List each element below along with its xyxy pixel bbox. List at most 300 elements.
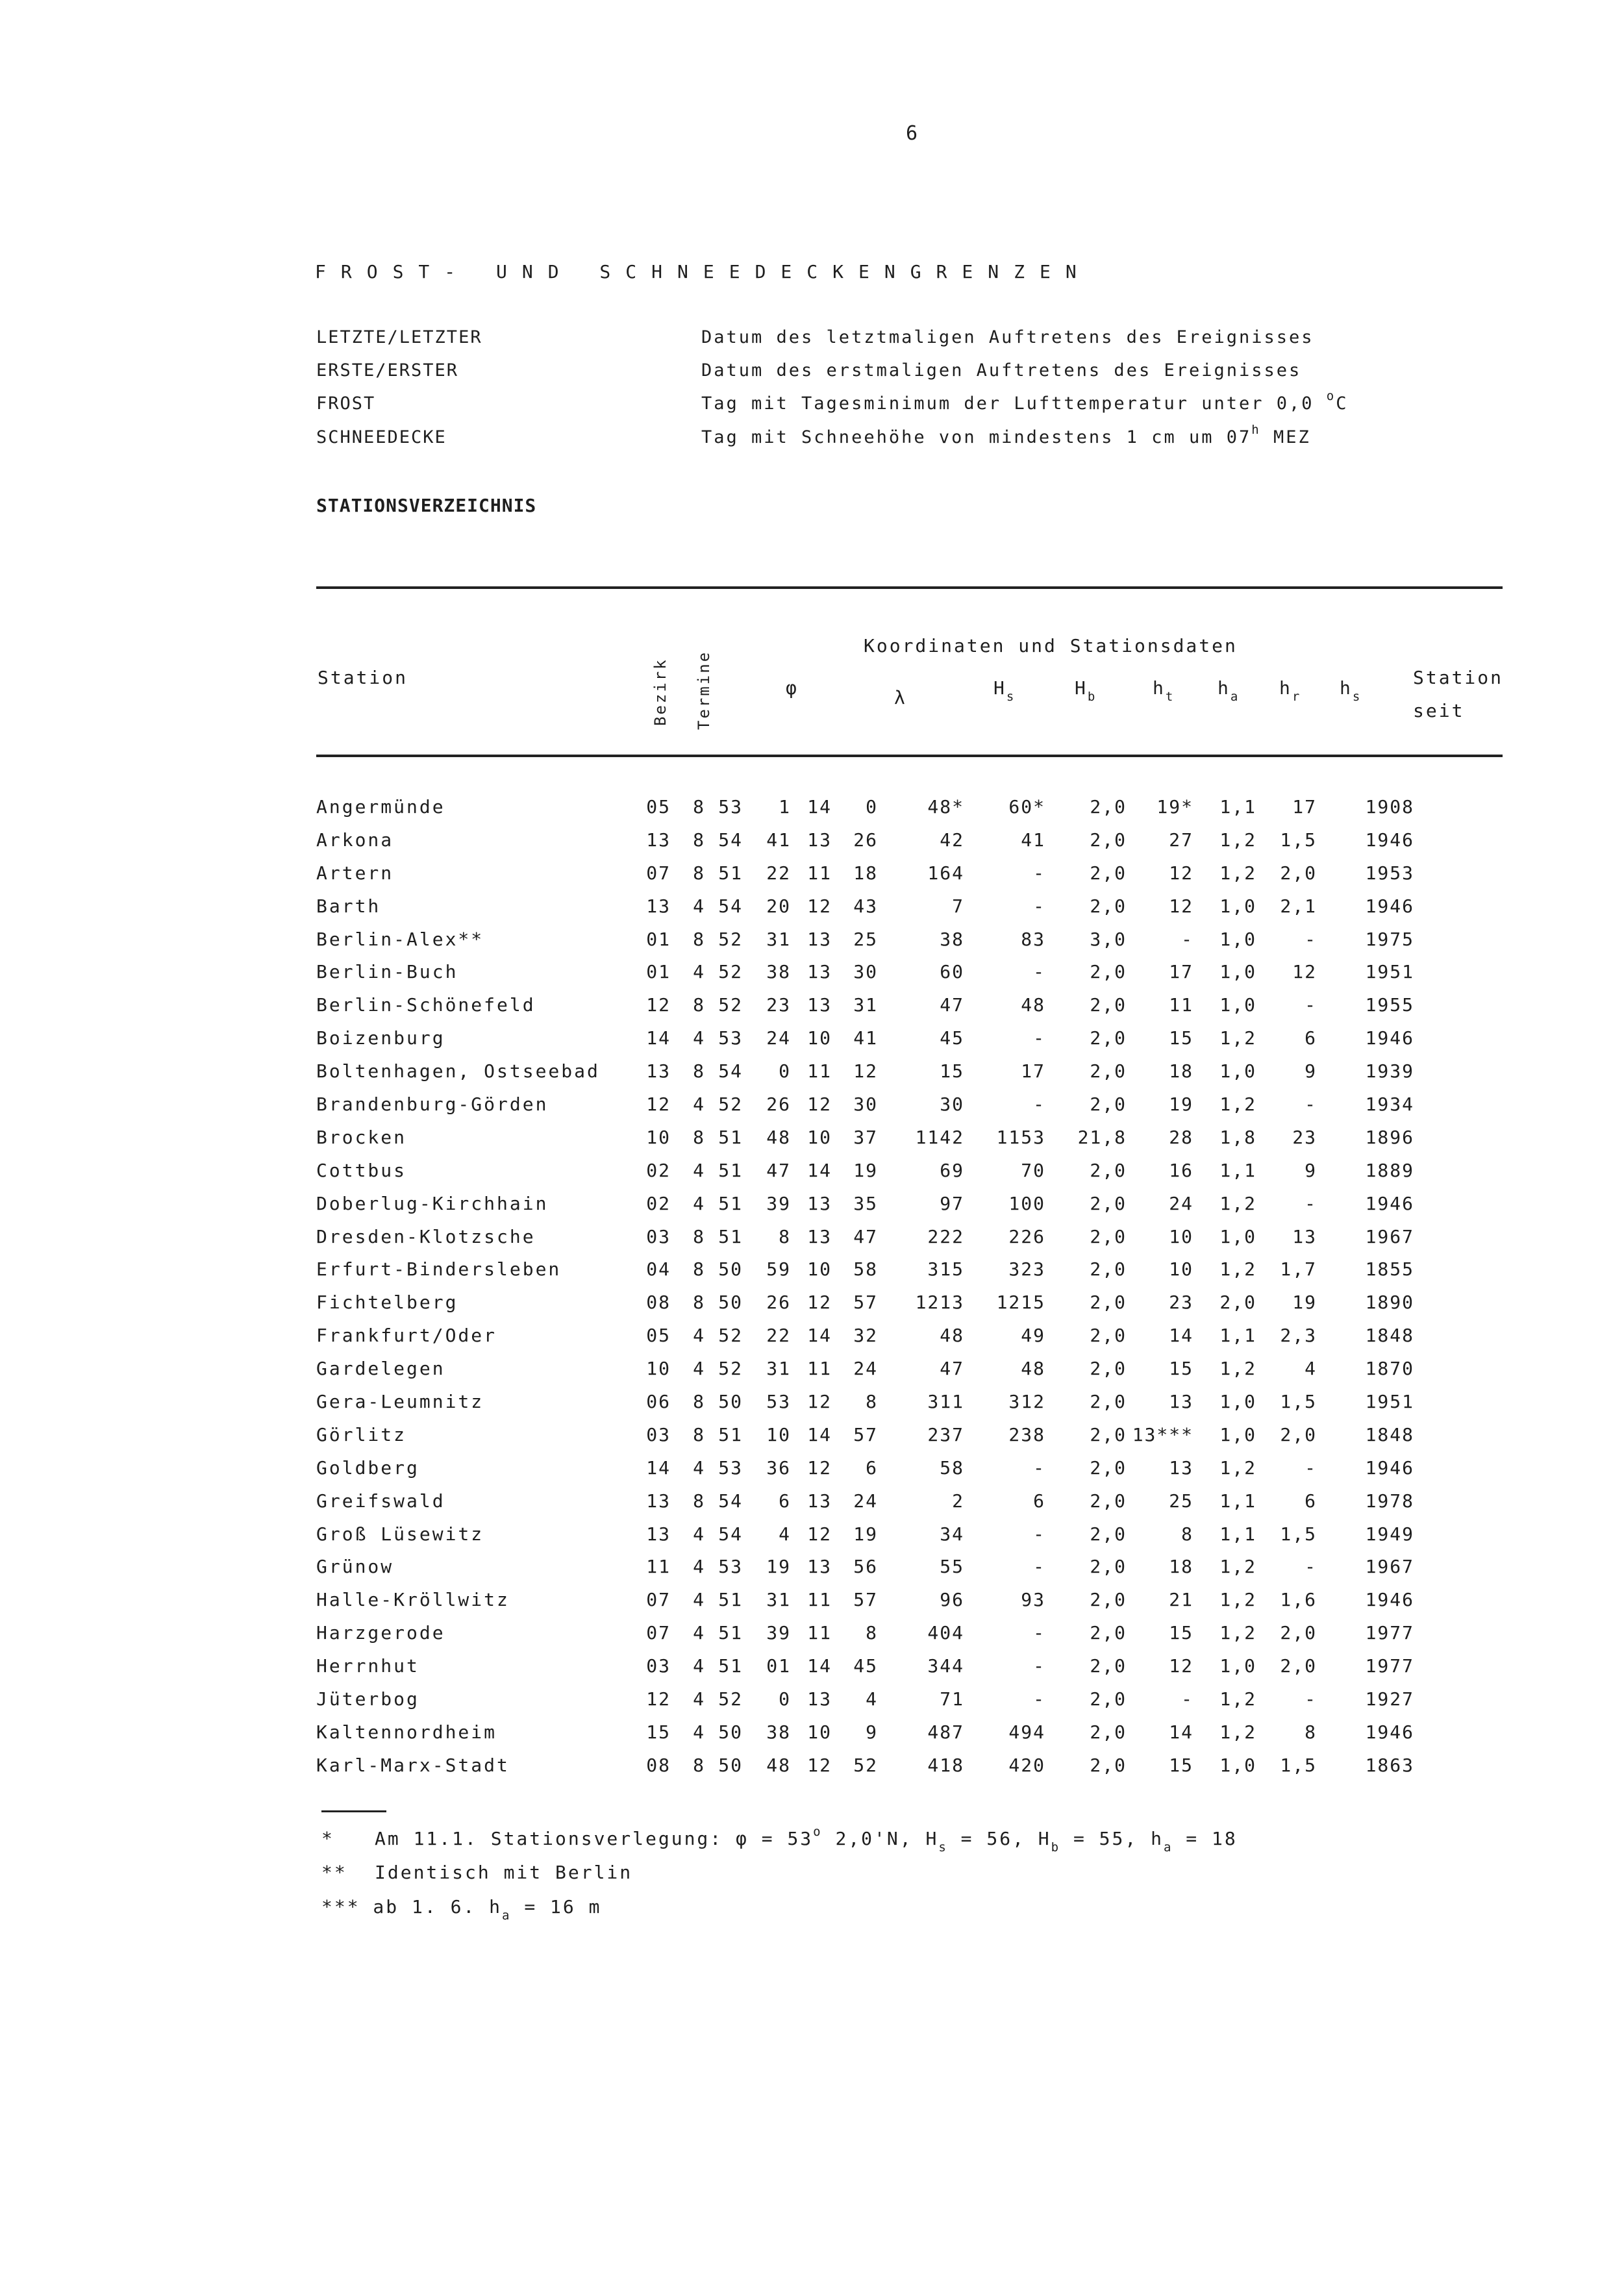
bezirk-cell: 01 [646,961,671,983]
hs-cell: 6 [1305,1490,1317,1512]
ht-cell: 2,0 [1090,1490,1127,1512]
definition-text-main: Tag mit Tagesminimum der Lufttemperatur unter 0,0 [701,394,1327,414]
hs-cell: 12 [1292,961,1317,983]
hs-cell: 9 [1305,1060,1317,1082]
table-row [316,1385,1414,1418]
header-station: Station [318,667,408,688]
hs-cell: 2,3 [1280,1325,1317,1347]
bezirk-cell: 07 [646,1622,671,1644]
hr-cell: 1,2 [1219,862,1256,884]
definition-text [701,389,1349,414]
phi-min-cell: 0 [779,1688,791,1710]
hs-station-cell: 96 [940,1589,964,1611]
hs-station-cell: 2 [952,1490,964,1512]
ha-cell: - [1181,1688,1193,1710]
lambda-deg-cell: 12 [807,1093,832,1115]
hs-station-cell: 42 [940,829,964,851]
bezirk-cell: 05 [646,795,671,818]
station-seit-cell: 1975 [1365,928,1414,950]
hs-cell: 17 [1292,795,1317,818]
hr-cell: 1,0 [1219,994,1256,1016]
hb-barometer-cell: 41 [1021,829,1045,851]
ht-cell: 2,0 [1090,1358,1127,1380]
hs-cell: 13 [1292,1225,1317,1247]
hs-station-cell: 48 [940,1325,964,1347]
ht-cell: 2,0 [1090,994,1127,1016]
table-row [316,923,1414,956]
station-name-cell: Frankfurt/Oder [316,1325,497,1347]
station-name-cell: Brocken [316,1126,407,1148]
hs-cell: - [1305,1192,1317,1214]
station-seit-cell: 1951 [1365,1390,1414,1412]
station-name-cell: Artern [316,862,394,884]
hs-station-cell: 55 [940,1556,964,1578]
lambda-deg-cell: 10 [807,1027,832,1049]
hb-barometer-cell: - [1033,1027,1045,1049]
phi-min-cell: 0 [779,1060,791,1082]
bezirk-cell: 13 [646,829,671,851]
hs-station-cell: 1213 [915,1292,964,1314]
hs-station-cell: 7 [952,895,964,917]
station-name-cell: Erfurt-Bindersleben [316,1258,562,1281]
ha-cell: 24 [1169,1192,1193,1214]
phi-deg-cell: 50 [718,1390,743,1412]
hs-cell: 1,5 [1280,829,1317,851]
phi-deg-cell: 54 [718,1060,743,1082]
ha-cell: 14 [1169,1325,1193,1347]
ht-cell: 2,0 [1090,829,1127,851]
station-name-cell: Goldberg [316,1456,419,1479]
lambda-min-cell: 12 [853,1060,878,1082]
ht-cell: 2,0 [1090,961,1127,983]
hb-barometer-cell: - [1033,1622,1045,1644]
header-station-seit-1: Station [1413,667,1504,688]
phi-deg-cell: 50 [718,1721,743,1743]
bezirk-cell: 02 [646,1159,671,1181]
lambda-deg-cell: 14 [807,795,832,818]
ht-cell: 2,0 [1090,862,1127,884]
hs-station-cell: 45 [940,1027,964,1049]
station-seit-cell: 1870 [1365,1358,1414,1380]
lambda-deg-cell: 12 [807,895,832,917]
hs-station-cell: 237 [927,1423,964,1445]
hr-cell: 1,2 [1219,1027,1256,1049]
station-seit-cell: 1927 [1365,1688,1414,1710]
lambda-deg-cell: 10 [807,1721,832,1743]
hr-cell: 1,1 [1219,1325,1256,1347]
footnote-1: Am 11.1. Stationsverlegung: $\varphi = 53^o$ 2,0'N, $H_s = 56$, $H_b = 55$, $h_a = 18$ [375,1825,1238,1855]
hs-cell: 2,0 [1280,1423,1317,1445]
phi-deg-cell: 50 [718,1292,743,1314]
header-ht: $h_t$ [1153,677,1175,704]
hs-station-cell: 47 [940,1358,964,1380]
station-seit-cell: 1946 [1365,829,1414,851]
termine-cell: 8 [693,829,705,851]
hs-station-cell: 38 [940,928,964,950]
definition-text-main: Tag mit Schneehöhe von mindestens 1 cm um 07 [701,427,1252,447]
termine-cell: 4 [693,1456,705,1479]
lambda-deg-cell: 11 [807,1589,832,1611]
phi-deg-cell: 52 [718,1358,743,1380]
hb-barometer-cell: 1215 [996,1292,1045,1314]
hs-station-cell: 58 [940,1456,964,1479]
ha-cell: 10 [1169,1258,1193,1281]
bezirk-cell: 02 [646,1192,671,1214]
footnote-3: *** ab 1. 6. $h_a = 16$ m [321,1896,602,1923]
station-name-cell: Gera-Leumnitz [316,1390,484,1412]
station-name-cell: Gardelegen [316,1358,445,1380]
station-name-cell: Arkona [316,829,394,851]
lambda-deg-cell: 14 [807,1655,832,1677]
page-title: FROST- UND SCHNEEDECKENGRENZEN [315,261,1092,282]
termine-cell: 8 [693,994,705,1016]
ht-cell: 2,0 [1090,1192,1127,1214]
hs-cell: 4 [1305,1358,1317,1380]
header-hr: $h_r$ [1279,677,1302,704]
termine-cell: 4 [693,1556,705,1578]
lambda-min-cell: 24 [853,1490,878,1512]
bezirk-cell: 04 [646,1258,671,1281]
ha-cell: 28 [1169,1126,1193,1148]
station-name-cell: Doberlug-Kirchhain [316,1192,549,1214]
header-bezirk: Bezirk [651,658,669,726]
hb-barometer-cell: 70 [1021,1159,1045,1181]
hs-cell: 2,1 [1280,895,1317,917]
termine-cell: 8 [693,1754,705,1776]
phi-min-cell: 31 [766,1358,791,1380]
hs-station-cell: 164 [927,862,964,884]
hr-cell: 1,1 [1219,795,1256,818]
station-seit-cell: 1946 [1365,1589,1414,1611]
phi-min-cell: 31 [766,928,791,950]
footnote-2: Identisch mit Berlin [375,1862,633,1883]
hs-cell: 1,5 [1280,1390,1317,1412]
phi-deg-cell: 51 [718,1192,743,1214]
termine-cell: 8 [693,862,705,884]
lambda-min-cell: 35 [853,1192,878,1214]
station-name-cell: Boltenhagen, Ostseebad [316,1060,600,1082]
hb-barometer-cell: 93 [1021,1589,1045,1611]
station-seit-cell: 1955 [1365,994,1414,1016]
hs-station-cell: 1142 [915,1126,964,1148]
lambda-deg-cell: 10 [807,1258,832,1281]
hr-cell: 1,2 [1219,1589,1256,1611]
termine-cell: 8 [693,795,705,818]
lambda-min-cell: 47 [853,1225,878,1247]
phi-min-cell: 22 [766,862,791,884]
hs-cell: 6 [1305,1027,1317,1049]
termine-cell: 4 [693,961,705,983]
definition-term: LETZTE/LETZTER [316,327,482,347]
lambda-deg-cell: 11 [807,1358,832,1380]
lambda-min-cell: 45 [853,1655,878,1677]
hs-station-cell: 34 [940,1523,964,1545]
table-row [316,1451,1414,1484]
phi-deg-cell: 51 [718,1423,743,1445]
ha-cell: 23 [1169,1292,1193,1314]
hr-cell: 1,0 [1219,1390,1256,1412]
lambda-min-cell: 52 [853,1754,878,1776]
ht-cell: 3,0 [1090,928,1127,950]
station-name-cell: Harzgerode [316,1622,445,1644]
table-row [316,1418,1414,1451]
station-seit-cell: 1848 [1365,1325,1414,1347]
ha-cell: 15 [1169,1027,1193,1049]
ht-cell: 2,0 [1090,1027,1127,1049]
definition-term: ERSTE/ERSTER [316,360,459,381]
phi-deg-cell: 54 [718,1523,743,1545]
bezirk-cell: 06 [646,1390,671,1412]
lambda-deg-cell: 12 [807,1754,832,1776]
lambda-min-cell: 57 [853,1423,878,1445]
station-seit-cell: 1953 [1365,862,1414,884]
ht-cell: 2,0 [1090,1754,1127,1776]
termine-cell: 4 [693,895,705,917]
ht-cell: 2,0 [1090,1060,1127,1082]
hb-barometer-cell: - [1033,1523,1045,1545]
station-name-cell: Kaltennordheim [316,1721,497,1743]
footnote-mark-1: * [321,1828,334,1849]
phi-min-cell: 10 [766,1423,791,1445]
station-seit-cell: 1967 [1365,1225,1414,1247]
hr-cell: 1,0 [1219,961,1256,983]
header-ha: $h_a$ [1218,677,1240,704]
table-row [316,1286,1414,1319]
station-seit-cell: 1889 [1365,1159,1414,1181]
hs-station-cell: 71 [940,1688,964,1710]
station-name-cell: Halle-Kröllwitz [316,1589,510,1611]
bezirk-cell: 08 [646,1292,671,1314]
phi-min-cell: 48 [766,1126,791,1148]
header-termine: Termine [695,650,713,730]
lambda-deg-cell: 12 [807,1523,832,1545]
lambda-min-cell: 19 [853,1159,878,1181]
hs-cell: - [1305,1456,1317,1479]
station-seit-cell: 1908 [1365,795,1414,818]
station-name-cell: Boizenburg [316,1027,445,1049]
bezirk-cell: 15 [646,1721,671,1743]
phi-min-cell: 1 [779,795,791,818]
ha-cell: 19 [1169,1093,1193,1115]
table-header-rule [316,755,1503,757]
lambda-min-cell: 30 [853,1093,878,1115]
definition-term: SCHNEEDECKE [316,427,447,447]
hs-station-cell: 30 [940,1093,964,1115]
hr-cell: 1,2 [1219,1258,1256,1281]
ha-cell: 18 [1169,1556,1193,1578]
table-row [316,1220,1414,1253]
lambda-deg-cell: 11 [807,862,832,884]
phi-deg-cell: 53 [718,1556,743,1578]
lambda-deg-cell: 14 [807,1325,832,1347]
lambda-min-cell: 37 [853,1126,878,1148]
ht-cell: 2,0 [1090,1159,1127,1181]
hr-cell: 1,0 [1219,928,1256,950]
table-row [316,1319,1414,1352]
hr-cell: 1,2 [1219,1721,1256,1743]
hb-barometer-cell: - [1033,1688,1045,1710]
station-name-cell: Greifswald [316,1490,445,1512]
station-name-cell: Barth [316,895,381,917]
termine-cell: 4 [693,1325,705,1347]
ht-cell: 21,8 [1077,1126,1127,1148]
station-name-cell: Grünow [316,1556,394,1578]
station-seit-cell: 1890 [1365,1292,1414,1314]
station-seit-cell: 1946 [1365,1027,1414,1049]
hr-cell: 1,1 [1219,1159,1256,1181]
hs-station-cell: 97 [940,1192,964,1214]
station-seit-cell: 1946 [1365,895,1414,917]
station-seit-cell: 1978 [1365,1490,1414,1512]
phi-min-cell: 6 [779,1490,791,1512]
station-seit-cell: 1977 [1365,1622,1414,1644]
bezirk-cell: 08 [646,1754,671,1776]
phi-min-cell: 31 [766,1589,791,1611]
phi-deg-cell: 50 [718,1258,743,1281]
phi-min-cell: 4 [779,1523,791,1545]
lambda-deg-cell: 13 [807,928,832,950]
phi-deg-cell: 53 [718,795,743,818]
hb-barometer-cell: 420 [1008,1754,1045,1776]
phi-deg-cell: 51 [718,1159,743,1181]
phi-min-cell: 20 [766,895,791,917]
hr-cell: 1,1 [1219,1523,1256,1545]
phi-min-cell: 22 [766,1325,791,1347]
hs-cell: 9 [1305,1159,1317,1181]
station-seit-cell: 1939 [1365,1060,1414,1082]
table-top-rule [316,586,1503,589]
hb-barometer-cell: 48 [1021,994,1045,1016]
station-name-cell: Jüterbog [316,1688,419,1710]
station-name-cell: Karl-Marx-Stadt [316,1754,510,1776]
bezirk-cell: 03 [646,1225,671,1247]
hs-cell: - [1305,1688,1317,1710]
definition-text: Datum des erstmaligen Auftretens des Ereignisses [701,360,1302,381]
bezirk-cell: 12 [646,994,671,1016]
hb-barometer-cell: 1153 [996,1126,1045,1148]
lambda-deg-cell: 10 [807,1126,832,1148]
phi-min-cell: 23 [766,994,791,1016]
station-seit-cell: 1855 [1365,1258,1414,1281]
bezirk-cell: 14 [646,1456,671,1479]
lambda-min-cell: 8 [866,1622,878,1644]
lambda-min-cell: 0 [866,795,878,818]
phi-min-cell: 41 [766,829,791,851]
termine-cell: 4 [693,1159,705,1181]
termine-cell: 8 [693,928,705,950]
termine-cell: 8 [693,1390,705,1412]
lambda-min-cell: 32 [853,1325,878,1347]
table-row [316,1550,1414,1583]
hs-cell: 1,6 [1280,1589,1317,1611]
lambda-min-cell: 56 [853,1556,878,1578]
ht-cell: 2,0 [1090,1390,1127,1412]
station-seit-cell: 1946 [1365,1456,1414,1479]
termine-cell: 4 [693,1622,705,1644]
hs-cell: 2,0 [1280,862,1317,884]
termine-cell: 8 [693,1126,705,1148]
hr-cell: 1,2 [1219,1556,1256,1578]
hb-barometer-cell: 6 [1033,1490,1045,1512]
header-lambda: λ [894,687,907,708]
hr-cell: 1,0 [1219,1754,1256,1776]
termine-cell: 4 [693,1721,705,1743]
table-row [316,1682,1414,1716]
termine-cell: 4 [693,1589,705,1611]
hr-cell: 1,0 [1219,895,1256,917]
lambda-deg-cell: 13 [807,1490,832,1512]
phi-min-cell: 47 [766,1159,791,1181]
hs-cell: 2,0 [1280,1655,1317,1677]
lambda-deg-cell: 12 [807,1292,832,1314]
table-body [316,790,1414,1782]
hs-station-cell: 15 [940,1060,964,1082]
phi-min-cell: 39 [766,1192,791,1214]
table-row [316,1055,1414,1088]
station-seit-cell: 1951 [1365,961,1414,983]
phi-deg-cell: 53 [718,1027,743,1049]
table-row [316,1749,1414,1782]
table-row [316,1088,1414,1121]
bezirk-cell: 13 [646,1523,671,1545]
lambda-min-cell: 30 [853,961,878,983]
hs-cell: 19 [1292,1292,1317,1314]
hr-cell: 1,2 [1219,1358,1256,1380]
hs-cell: 2,0 [1280,1622,1317,1644]
hs-cell: - [1305,1093,1317,1115]
ht-cell: 2,0 [1090,1655,1127,1677]
station-name-cell: Berlin-Buch [316,961,458,983]
termine-cell: 8 [693,1060,705,1082]
lambda-deg-cell: 14 [807,1423,832,1445]
hs-cell: 8 [1305,1721,1317,1743]
ht-cell: 2,0 [1090,1258,1127,1281]
termine-cell: 4 [693,1027,705,1049]
table-row [316,890,1414,923]
lambda-min-cell: 18 [853,862,878,884]
lambda-deg-cell: 11 [807,1622,832,1644]
hs-cell: 1,5 [1280,1523,1317,1545]
termine-cell: 4 [693,1688,705,1710]
station-name-cell: Dresden-Klotzsche [316,1225,536,1247]
table-row [316,1253,1414,1286]
phi-min-cell: 26 [766,1093,791,1115]
lambda-deg-cell: 13 [807,961,832,983]
table-row [316,1021,1414,1055]
phi-deg-cell: 52 [718,961,743,983]
hb-barometer-cell: 238 [1008,1423,1045,1445]
phi-min-cell: 59 [766,1258,791,1281]
bezirk-cell: 10 [646,1126,671,1148]
ha-cell: - [1181,928,1193,950]
hb-barometer-cell: 60* [1008,795,1045,818]
table-row [316,790,1414,823]
ha-cell: 8 [1181,1523,1193,1545]
ht-cell: 2,0 [1090,1325,1127,1347]
header-koordinaten: Koordinaten und Stationsdaten [864,635,1238,656]
bezirk-cell: 13 [646,1490,671,1512]
station-name-cell: Cottbus [316,1159,407,1181]
hb-barometer-cell: - [1033,1093,1045,1115]
table-row [316,1484,1414,1518]
phi-min-cell: 26 [766,1292,791,1314]
hr-cell: 2,0 [1219,1292,1256,1314]
lambda-min-cell: 26 [853,829,878,851]
station-name-cell: Berlin-Alex** [316,928,484,950]
lambda-deg-cell: 13 [807,1688,832,1710]
ha-cell: 12 [1169,895,1193,917]
ha-cell: 10 [1169,1225,1193,1247]
